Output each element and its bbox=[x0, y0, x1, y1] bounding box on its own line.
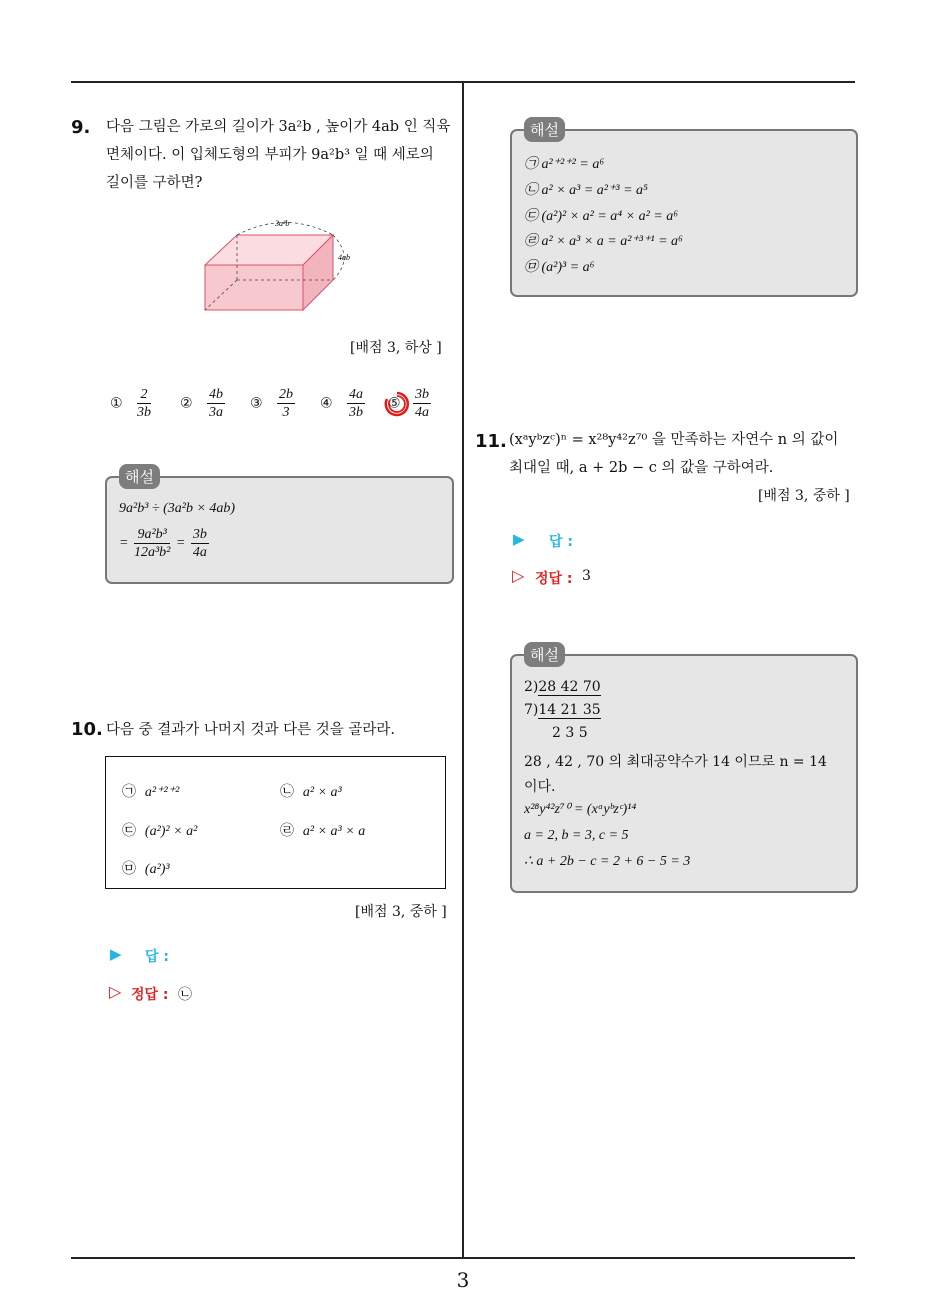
choice-3-numerator: 2b bbox=[279, 387, 294, 402]
choice-2[interactable] bbox=[180, 386, 227, 421]
question-10-score: [배점 3, 중하 ] bbox=[355, 904, 447, 920]
q9-solution-line-1: 9a²b³ ÷ (3a²b × 4ab) bbox=[119, 501, 236, 516]
q11-answer-label: 답 : bbox=[549, 534, 573, 550]
q10-correct-arrow-icon: ▷ bbox=[109, 982, 122, 1001]
q9-solution-line-2: = $\frac{\text{9a²b³}}{\text{12a³b²}}$ = $\frac{3b}{4a}$ bbox=[119, 527, 207, 560]
choice-4[interactable] bbox=[320, 386, 367, 421]
q10-solution-line-5: ㉤ (a²)³ = a⁶ bbox=[524, 260, 595, 275]
question-10-text: 다음 중 결과가 나머지 것과 다른 것을 골라라. bbox=[106, 722, 395, 738]
question-11-line-1: (xᵃyᵇzᶜ)ⁿ = x²⁸y⁴²z⁷⁰ 을 만족하는 자연수 n 의 값이 bbox=[509, 432, 839, 448]
choice-2-mark: ② bbox=[180, 395, 193, 412]
q9-sol-fraction-1-num: 9a²b³ bbox=[134, 526, 170, 544]
choice-1[interactable] bbox=[110, 386, 153, 421]
question-9-number: 9. bbox=[71, 117, 91, 138]
choice-4-numerator: 4a bbox=[349, 387, 364, 402]
q9-sol-fraction-1-den: 12a³b² bbox=[133, 545, 171, 560]
q11-correct-label: 정답 : bbox=[535, 571, 573, 587]
prism-width-label: 3a²b bbox=[275, 219, 290, 228]
question-11-text bbox=[509, 426, 838, 482]
column-divider bbox=[462, 82, 464, 1258]
choice-1-mark: ① bbox=[110, 395, 123, 412]
choice-4-mark: ④ bbox=[320, 395, 333, 412]
question-9-score: [배점 3, 하상 ] bbox=[350, 340, 442, 356]
q10-correct-label: 정답 : bbox=[131, 987, 169, 1003]
question-9-text bbox=[106, 113, 450, 197]
question-10-solution-box bbox=[510, 129, 858, 297]
prism-height-label: 4ab bbox=[338, 253, 350, 262]
q11-solution-line-7: a = 2, b = 3, c = 5 bbox=[524, 828, 629, 843]
choice-2-denominator: 3a bbox=[209, 405, 224, 420]
question-9-solution-box bbox=[105, 476, 454, 584]
choice-5-mark: ⑤ bbox=[388, 395, 401, 412]
correct-answer-circle-icon bbox=[383, 390, 411, 418]
choice-3-mark: ③ bbox=[250, 395, 263, 412]
q11-correct-arrow-icon: ▷ bbox=[512, 566, 525, 585]
q11-correct-value: 3 bbox=[582, 568, 591, 584]
question-11-score: [배점 3, 중하 ] bbox=[758, 488, 850, 504]
q10-solution-line-2: ㉡ a² × a³ = a²⁺³ = a⁵ bbox=[524, 183, 648, 198]
q10-correct-value: ㉡ bbox=[178, 987, 192, 1003]
choice-3-denominator: 3 bbox=[282, 405, 290, 420]
question-10-solution-tab: 해설 bbox=[524, 117, 565, 142]
q11-division-row-3: 2 3 5 bbox=[552, 725, 588, 741]
page-number: 3 bbox=[456, 1268, 470, 1292]
q10-item-5: ㉤ (a²)³ bbox=[122, 861, 170, 877]
choice-1-numerator: 2 bbox=[137, 386, 151, 404]
q11-solution-line-4: 28 , 42 , 70 의 최대공약수가 14 이므로 n = 14 bbox=[524, 754, 827, 770]
q10-solution-line-3: ㉢ (a²)² × a² = a⁴ × a² = a⁶ bbox=[524, 209, 679, 224]
choice-2-numerator: 4b bbox=[209, 387, 224, 402]
q10-solution-line-1: ㉠ a²⁺²⁺² = a⁶ bbox=[524, 157, 605, 172]
q10-answer-arrow-icon: ▶ bbox=[110, 945, 122, 963]
q11-solution-line-8: ∴ a + 2b − c = 2 + 6 − 5 = 3 bbox=[524, 854, 691, 869]
choice-1-denominator: 3b bbox=[137, 405, 152, 420]
question-9-line-2: 면체이다. 이 입체도형의 부피가 9a²b³ 일 때 세로의 bbox=[106, 147, 434, 163]
q9-sol-fraction-2-num: 3b bbox=[192, 527, 207, 542]
question-11-number: 11. bbox=[475, 431, 507, 452]
q11-solution-line-6: x²⁸y⁴²z⁷⁰ = (xᵃyᵇzᶜ)¹⁴ bbox=[524, 802, 637, 817]
q11-division-row-1: 2)28 42 70 bbox=[524, 679, 601, 695]
q10-solution-line-4: ㉣ a² × a³ × a = a²⁺³⁺¹ = a⁶ bbox=[524, 234, 683, 249]
choice-4-denominator: 3b bbox=[349, 405, 364, 420]
question-11-solution-tab: 해설 bbox=[524, 642, 565, 667]
q10-item-1: ㉠ a²⁺²⁺² bbox=[122, 784, 180, 800]
rectangular-prism-figure bbox=[195, 210, 365, 315]
question-9-line-3: 길이를 구하면? bbox=[106, 175, 203, 191]
q11-answer-arrow-icon: ▶ bbox=[513, 530, 525, 548]
choice-5-denominator: 4a bbox=[415, 405, 430, 420]
q11-solution-line-5: 이다. bbox=[524, 779, 556, 795]
q10-item-4: ㉣ a² × a³ × a bbox=[280, 823, 366, 839]
bottom-rule bbox=[71, 1257, 855, 1259]
q11-division-row-2: 7)14 21 35 bbox=[524, 702, 601, 718]
q10-answer-label: 답 : bbox=[145, 949, 169, 965]
choice-3[interactable] bbox=[250, 386, 297, 421]
question-9-solution-tab: 해설 bbox=[119, 464, 160, 489]
question-10-number: 10. bbox=[71, 719, 103, 740]
question-9-line-1: 다음 그림은 가로의 길이가 3a²b , 높이가 4ab 인 직육 bbox=[106, 119, 451, 135]
q10-item-3: ㉢ (a²)² × a² bbox=[122, 823, 198, 839]
choice-5-numerator: 3b bbox=[415, 387, 430, 402]
q9-sol-fraction-2-den: 4a bbox=[192, 545, 207, 560]
prism-front-face bbox=[205, 265, 303, 310]
question-11-solution-box bbox=[510, 654, 858, 893]
question-11-line-2: 최대일 때, a + 2b − c 의 값을 구하여라. bbox=[509, 460, 774, 476]
q10-item-2: ㉡ a² × a³ bbox=[280, 784, 342, 800]
